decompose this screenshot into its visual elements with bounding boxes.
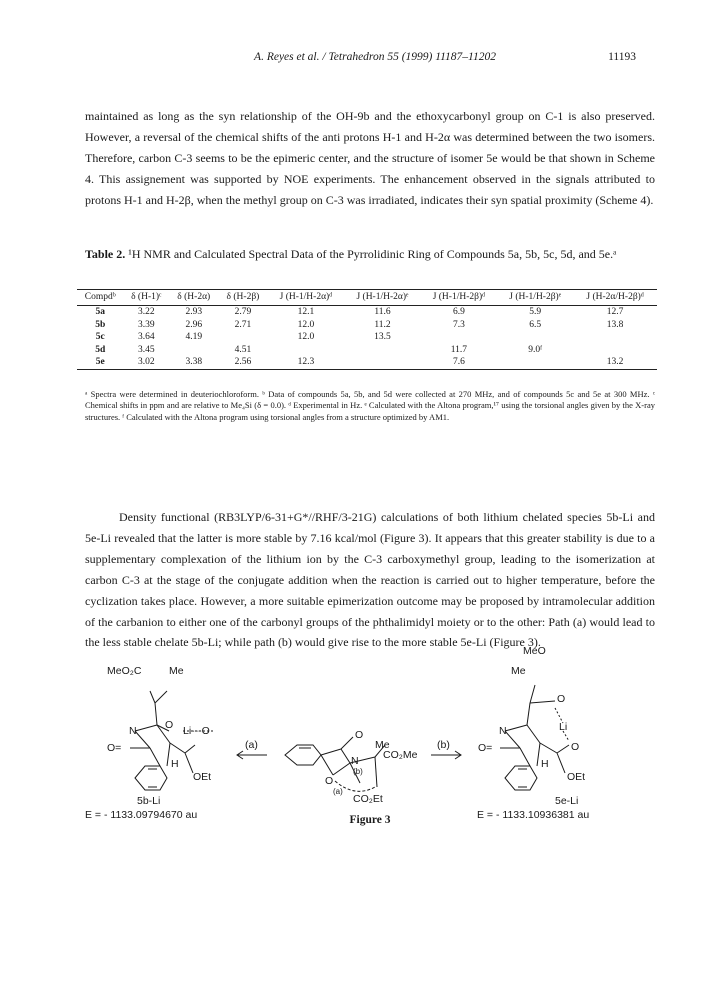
- table-cell: 3.45: [137, 344, 155, 355]
- table-cell: [344, 356, 420, 369]
- table-cell: 5e: [77, 356, 123, 369]
- table-cell: 3.22: [137, 307, 155, 318]
- table-cell: 13.8: [606, 319, 624, 330]
- table-cell: 4.19: [185, 332, 203, 343]
- col-header: δ (H-1)ᶜ: [123, 290, 169, 306]
- right-benzene-ring: [505, 766, 537, 790]
- left-hydrogen-label: H: [171, 758, 179, 770]
- center-methyl-label: Me: [375, 739, 390, 751]
- center-ester-label: CO₂Me: [383, 749, 418, 761]
- left-nitrogen-label: N: [129, 725, 137, 737]
- figure-3: [85, 645, 655, 838]
- right-ethoxy-label: OEt: [567, 771, 586, 783]
- table-cell: [421, 331, 498, 344]
- right-carbonyl-label: O=: [478, 742, 493, 754]
- right-methyl-label: Me: [511, 665, 526, 677]
- col-header: J (H-1/H-2α)ᵈ: [267, 290, 344, 306]
- right-oxygen-label: O: [557, 693, 566, 705]
- table-cell: [497, 356, 573, 369]
- table-cell: [218, 331, 267, 344]
- table-cell: 4.51: [234, 344, 252, 355]
- table-cell: 12.3: [267, 356, 344, 369]
- left-energy: E = - 1133.09794670 au: [85, 809, 198, 821]
- table-row: [77, 319, 657, 332]
- table-cell: 12.1: [297, 307, 315, 318]
- right-hydrogen-label: H: [541, 758, 549, 770]
- table-caption-text: ¹H NMR and Calculated Spectral Data of the Pyrrolidinic Ring of Compounds 5a, 5b, 5c, 5d, and 5e.ᵃ: [128, 247, 617, 261]
- figure-caption: Figure 3: [349, 814, 391, 826]
- left-compound-name: 5b-Li: [137, 795, 161, 807]
- table-cell: 2.96: [185, 319, 203, 330]
- center-path-a-label: (a): [333, 787, 343, 796]
- table-cell: [497, 331, 573, 344]
- table-cell: 6.5: [529, 319, 542, 330]
- table-footnote: ᵃ Spectra were determined in deuteriochloroform. ᵇ Data of compounds 5a, 5b, and 5d were collected at 270 MHz, and of compounds 5c and 5e at 300 MHz. ᶜ Chemical shifts in ppm and are relative to Me₄Si (δ = 0.0). ᵈ Experimental in Hz. ᵉ Calculated with the Altona program,¹⁷ using the torsional angles given by the X-ray structures. ᶠ Calculated with the Altona program using torsional angles from a structure optimized by AM1.: [85, 388, 655, 422]
- table-row: [77, 306, 657, 319]
- table-caption: [85, 246, 655, 263]
- table-cell: [169, 344, 218, 357]
- table-cell: 13.5: [374, 332, 391, 343]
- table-cell: 5b: [95, 319, 106, 330]
- table-cell: 2.71: [234, 319, 252, 330]
- table-cell: 12.7: [606, 307, 624, 318]
- table-cell: 12.0: [297, 332, 315, 343]
- right-energy: E = - 1133.10936381 au: [477, 809, 590, 821]
- table-cell: [344, 344, 420, 357]
- left-lithium-label: Li---O: [183, 725, 210, 737]
- body-paragraph-1: maintained as long as the syn relationship of the OH-9b and the ethoxycarbonyl group on C-1 is also preserved. However, a reversal of the chemical shifts of the anti protons H-1 and H-2α was determined between the two isomers. Therefore, carbon C-3 seems to be the epimeric center, and the structure of isomer 5e would be that shown in Scheme 4. This assignement was supported by NOE experiments. The enhancement observed in the signals attributed to protons H-1 and H-2β, when the methyl group on C-3 was irradiated, indicates their syn spatial proximity (Scheme 4).: [85, 109, 655, 207]
- right-oxygen-2-label: O: [571, 741, 580, 753]
- table-cell: 11.7: [450, 344, 468, 355]
- table-cell: [573, 344, 657, 357]
- table-cell: 2.79: [234, 307, 252, 318]
- table-label: Table 2.: [85, 247, 126, 261]
- table-cell: 2.56: [218, 356, 267, 369]
- col-header: δ (H-2α): [169, 290, 218, 306]
- center-nitrogen-label: N: [351, 755, 359, 767]
- table-cell: 3.39: [137, 319, 155, 330]
- left-ethoxy-label: OEt: [193, 771, 212, 783]
- arrow-b-label: (b): [437, 739, 450, 751]
- table-cell: 3.64: [137, 332, 155, 343]
- table-cell: 5c: [95, 332, 105, 343]
- table-cell: 5a: [95, 307, 105, 318]
- page-number: 11193: [608, 51, 636, 63]
- left-carbonyl-label: O=: [107, 742, 122, 754]
- table-cell: 5.9: [529, 307, 542, 318]
- table-cell: 11.2: [374, 319, 391, 330]
- table-cell: 6.9: [452, 307, 465, 318]
- table-row: [77, 344, 657, 357]
- center-path-b-label: (b): [353, 767, 363, 776]
- col-header: δ (H-2β): [218, 290, 267, 306]
- table-header-row: [77, 290, 657, 306]
- table-cell: 9.0ᶠ: [528, 344, 543, 355]
- table-cell: 5d: [95, 344, 106, 355]
- table-cell: 7.6: [421, 356, 498, 369]
- left-methyl-label: Me: [169, 665, 184, 677]
- left-oxygen-label: O: [165, 719, 174, 731]
- left-substituent-label: MeO₂C: [107, 665, 142, 677]
- col-header: J (H-1/H-2β)ᵉ: [497, 290, 573, 306]
- col-header: J (H-2α/H-2β)ᵈ: [573, 290, 657, 306]
- table-row: [77, 331, 657, 344]
- running-header: [0, 51, 720, 67]
- center-oxygen-label: O: [355, 729, 364, 741]
- right-methoxy-label: MeO: [523, 645, 546, 657]
- table-cell: [267, 344, 344, 357]
- table-cell: 3.02: [123, 356, 169, 369]
- left-benzene-ring: [135, 766, 167, 790]
- col-header: Compdᵇ: [77, 290, 123, 306]
- body-paragraph-2: Density functional (RB3LYP/6-31+G*//RHF/3-21G) calculations of both lithium chelated species 5b-Li and 5e-Li revealed that the latter is more stable by 7.16 kcal/mol (Figure 3). It appears that this greater stability is due to a supplementary complexation of the lithium ion by the C-3 carboxymethyl group, leading to the isomerization at carbon C-3 at the stage of the conjugate addition when the reaction is carried out to higher temperature, before the cyclization takes place. However, a more suitable epimerization outcome may be proposed by intramolecular addition of the carbanion to either one of the carbonyl groups of the phthalimidyl moiety or to the other: Path (a) would lead to the less stable chelate 5b-Li; while path (b) would give rise to the more stable 5e-Li (Figure 3).: [85, 510, 655, 650]
- running-title: A. Reyes et al. / Tetrahedron 55 (1999) 11187–11202: [254, 51, 496, 63]
- table-cell: [573, 331, 657, 344]
- right-compound-name: 5e-Li: [555, 795, 579, 807]
- right-lithium-label: Li: [559, 721, 568, 733]
- nmr-data-table: [77, 289, 657, 370]
- table-cell: 13.2: [573, 356, 657, 369]
- right-nitrogen-label: N: [499, 725, 507, 737]
- center-ethyl-ester-label: CO₂Et: [353, 793, 383, 805]
- table-cell: 12.0: [297, 319, 315, 330]
- center-oxy-label: O: [325, 775, 334, 787]
- table-cell: 3.38: [169, 356, 218, 369]
- table-cell: 2.93: [185, 307, 203, 318]
- col-header: J (H-1/H-2β)ᵈ: [421, 290, 498, 306]
- table-row: [77, 356, 657, 369]
- col-header: J (H-1/H-2α)ᵉ: [344, 290, 420, 306]
- table-cell: 11.6: [374, 307, 391, 318]
- table-cell: 7.3: [452, 319, 465, 330]
- arrow-a-label: (a): [245, 739, 258, 751]
